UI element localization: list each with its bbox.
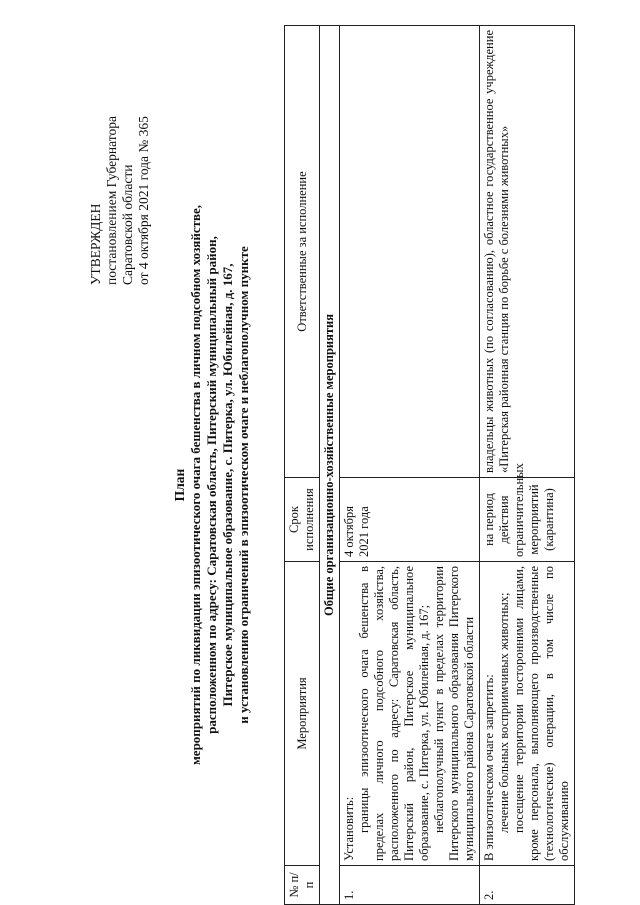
header-term: Срок исполнения: [285, 478, 320, 562]
section-row: [320, 26, 340, 905]
title-heading: План: [172, 468, 187, 502]
row-num: 2.: [480, 866, 575, 905]
row-action-intro: В эпизоотическом очаге запретить:: [482, 674, 496, 861]
row-responsible: владельцы животных (по согласованию), областное государственное учреждение «Питерская районная станция по борьбе с болезнями животных»: [480, 26, 575, 478]
document-title: [172, 165, 252, 805]
row-action: [340, 562, 480, 866]
row-action-item: границы эпизоотического очага бешенства в пределах личного подсобного хозяйства, расположенного по адресу: Саратовская область, Питерский район, Питерское муниципальное образование, с. Питерка, ул. Юбилейная, д. 167;: [357, 566, 431, 861]
row-action-item: лечение больных восприимчивых животных;: [497, 592, 511, 833]
row-term: 4 октября 2021 года: [340, 478, 480, 562]
row-num: 1.: [340, 866, 480, 905]
title-line-4: и установлению ограничений в эпизоотическом очаге и неблагополучном пункте: [236, 246, 251, 724]
title-line-1: мероприятий по ликвидации эпизоотического очага бешенства в личном подсобном хозяйстве,: [188, 204, 203, 766]
approval-region: Саратовской области: [120, 164, 135, 285]
row-action-intro: Установить:: [342, 796, 356, 861]
row-action-item: неблагополучный пункт в пределах территории Питерского муниципального образования Питерского муниципального района Саратовской области: [432, 566, 476, 861]
title-line-3: Питерское муниципальное образование, с. Питерка, ул. Юбилейная, д. 167,: [220, 263, 235, 707]
table-row: [340, 26, 480, 905]
table-header-row: [285, 26, 320, 905]
plan-table: [284, 25, 575, 905]
table-row: [480, 26, 575, 905]
header-action: Мероприятия: [285, 562, 320, 866]
approval-date: от 4 октября 2021 года № 365: [136, 116, 151, 285]
row-action: [480, 562, 575, 866]
row-responsible: [340, 26, 480, 478]
approval-block: [88, 5, 152, 285]
row-term: на период действия ограничительных мероприятий (карантина): [480, 478, 575, 562]
approval-by: постановлением Губернатора: [104, 116, 119, 285]
approval-status: УТВЕРЖДЕН: [88, 203, 103, 285]
header-num: № п/п: [285, 866, 320, 905]
header-responsible: Ответственные за исполнение: [285, 26, 320, 478]
row-action-item: посещение территории посторонними лицами, кроме персонала, выполняющего производственные (технологические) операции, в том числе по обслуживанию: [512, 566, 571, 861]
title-line-2: расположенном по адресу: Саратовская область, Питерский муниципальный район,: [204, 236, 219, 734]
section-title: Общие организационно-хозяйственные мероприятия: [320, 26, 340, 905]
